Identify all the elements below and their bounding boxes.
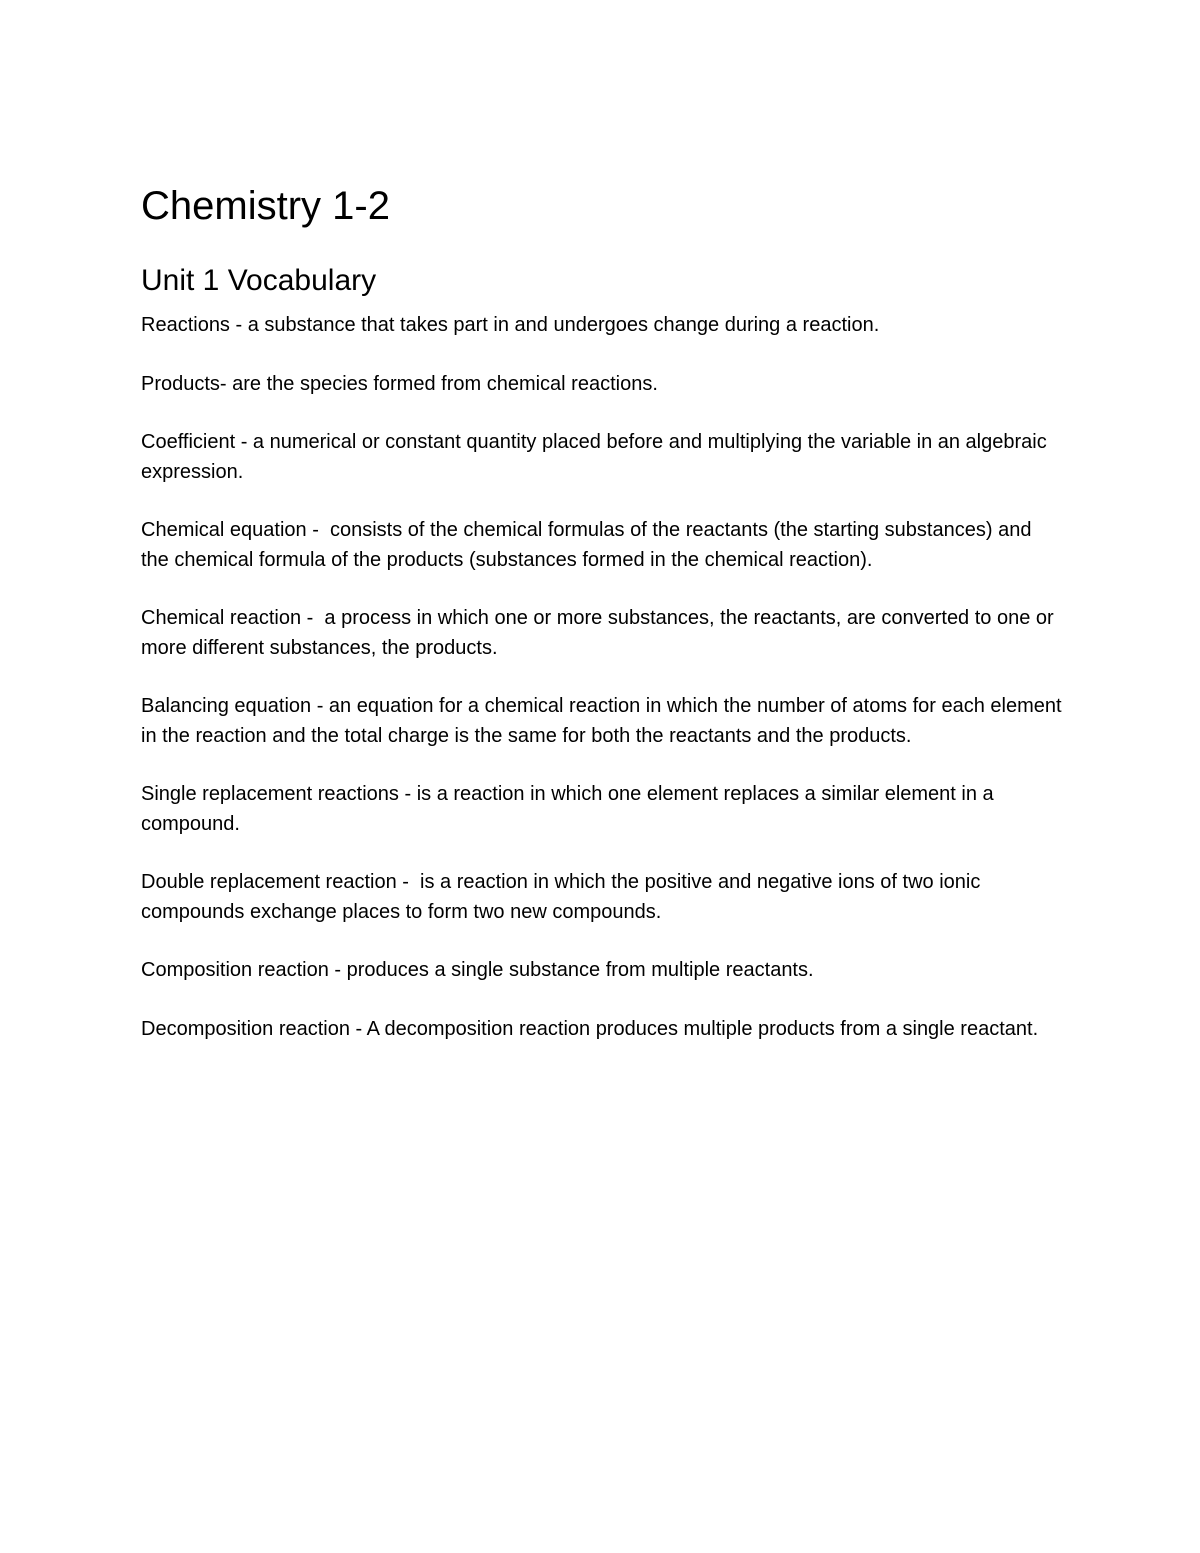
vocabulary-term: Decomposition reaction - A decomposition reaction produces multiple products from a single reactant. bbox=[141, 1017, 1039, 1040]
vocabulary-term: Chemical equation - consists of the chemical formulas of the reactants (the starting substances) and the chemical formula of the products (substances formed in the chemical reaction). bbox=[141, 519, 1038, 571]
vocabulary-term: Products- are the species formed from chemical reactions. bbox=[141, 372, 658, 395]
vocabulary-term: Single replacement reactions - is a reaction in which one element replaces a similar element in a compound. bbox=[141, 783, 1000, 835]
vocabulary-term: Chemical reaction - a process in which one or more substances, the reactants, are converted to one or more different substances, the products. bbox=[141, 607, 1060, 659]
vocabulary-term: Reactions - a substance that takes part in and undergoes change during a reaction. bbox=[141, 314, 880, 336]
vocabulary-term: Coefficient - a numerical or constant quantity placed before and multiplying the variable in an algebraic expression. bbox=[141, 431, 1053, 483]
unit-heading: Unit 1 Vocabulary bbox=[141, 264, 377, 297]
vocabulary-term: Composition reaction - produces a single substance from multiple reactants. bbox=[141, 959, 814, 981]
vocabulary-term: Double replacement reaction - is a reaction in which the positive and negative ions of two ionic compounds exchange places to form two new compounds. bbox=[141, 871, 986, 923]
document-title: Chemistry 1-2 bbox=[141, 184, 390, 228]
vocabulary-list bbox=[141, 311, 1068, 1044]
vocabulary-term: Balancing equation - an equation for a chemical reaction in which the number of atoms for each element in the reaction and the total charge is the same for both the reactants and the products. bbox=[141, 695, 1068, 747]
